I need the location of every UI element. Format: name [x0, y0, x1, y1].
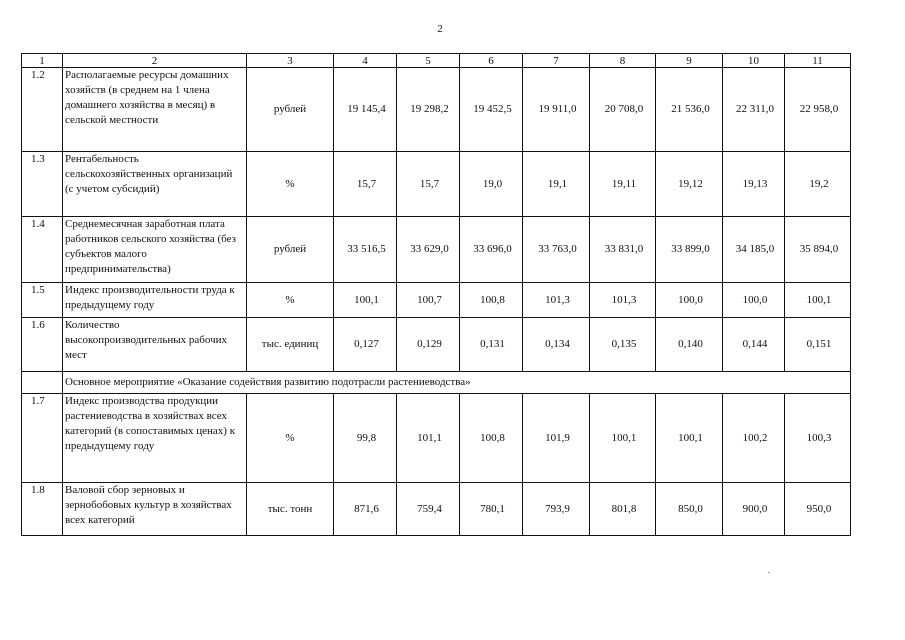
value-cell: 33 516,5 — [334, 217, 397, 283]
row-code: 1.3 — [22, 152, 63, 217]
value-cell: 100,8 — [460, 394, 523, 483]
value-cell: 100,0 — [723, 283, 785, 318]
value-cell: 900,0 — [723, 483, 785, 536]
value-cell: 801,8 — [590, 483, 656, 536]
column-number: 7 — [523, 54, 590, 68]
row-code: 1.6 — [22, 318, 63, 372]
indicator-name: Валовой сбор зерновых и зернобобовых культур в хозяйствах всех категорий — [63, 483, 247, 536]
value-cell: 0,127 — [334, 318, 397, 372]
value-cell: 19,12 — [656, 152, 723, 217]
indicator-name: Среднемесячная заработная плата работников сельского хозяйства (без субъектов малого предпринимательства) — [63, 217, 247, 283]
value-cell: 101,3 — [523, 283, 590, 318]
value-cell: 950,0 — [785, 483, 851, 536]
unit: тыс. единиц — [247, 318, 334, 372]
value-cell: 100,3 — [785, 394, 851, 483]
column-number: 9 — [656, 54, 723, 68]
value-cell: 0,140 — [656, 318, 723, 372]
value-cell: 19,13 — [723, 152, 785, 217]
column-number: 11 — [785, 54, 851, 68]
row-code: 1.5 — [22, 283, 63, 318]
value-cell: 34 185,0 — [723, 217, 785, 283]
table-row — [22, 394, 851, 483]
table-row — [22, 318, 851, 372]
column-number: 4 — [334, 54, 397, 68]
value-cell: 19,2 — [785, 152, 851, 217]
scan-speck — [768, 572, 770, 573]
value-cell: 33 899,0 — [656, 217, 723, 283]
unit: % — [247, 394, 334, 483]
column-number: 1 — [22, 54, 63, 68]
indicator-name: Рентабельность сельскохозяйственных организаций (с учетом субсидий) — [63, 152, 247, 217]
row-code: 1.8 — [22, 483, 63, 536]
value-cell: 19 145,4 — [334, 68, 397, 152]
table-row — [22, 283, 851, 318]
value-cell: 0,151 — [785, 318, 851, 372]
column-number: 6 — [460, 54, 523, 68]
unit: % — [247, 152, 334, 217]
indicator-name: Индекс производительности труда к предыдущему году — [63, 283, 247, 318]
value-cell: 100,1 — [590, 394, 656, 483]
unit: тыс. тонн — [247, 483, 334, 536]
value-cell: 22 958,0 — [785, 68, 851, 152]
value-cell: 99,8 — [334, 394, 397, 483]
column-number: 3 — [247, 54, 334, 68]
value-cell: 100,0 — [656, 283, 723, 318]
value-cell: 850,0 — [656, 483, 723, 536]
row-code: 1.4 — [22, 217, 63, 283]
unit: рублей — [247, 68, 334, 152]
value-cell: 22 311,0 — [723, 68, 785, 152]
value-cell: 35 894,0 — [785, 217, 851, 283]
section-code-cell — [22, 372, 63, 394]
value-cell: 0,134 — [523, 318, 590, 372]
value-cell: 0,135 — [590, 318, 656, 372]
table-row — [22, 152, 851, 217]
value-cell: 19,0 — [460, 152, 523, 217]
value-cell: 19,11 — [590, 152, 656, 217]
value-cell: 0,129 — [397, 318, 460, 372]
value-cell: 101,3 — [590, 283, 656, 318]
row-code: 1.7 — [22, 394, 63, 483]
value-cell: 15,7 — [334, 152, 397, 217]
value-cell: 19,1 — [523, 152, 590, 217]
table-row — [22, 68, 851, 152]
indicator-name: Количество высокопроизводительных рабочих мест — [63, 318, 247, 372]
value-cell: 100,1 — [334, 283, 397, 318]
value-cell: 20 708,0 — [590, 68, 656, 152]
value-cell: 101,1 — [397, 394, 460, 483]
value-cell: 19 911,0 — [523, 68, 590, 152]
section-row — [22, 372, 851, 394]
value-cell: 871,6 — [334, 483, 397, 536]
row-code: 1.2 — [22, 68, 63, 152]
value-cell: 33 763,0 — [523, 217, 590, 283]
value-cell: 100,1 — [656, 394, 723, 483]
column-number: 5 — [397, 54, 460, 68]
value-cell: 759,4 — [397, 483, 460, 536]
unit: рублей — [247, 217, 334, 283]
unit: % — [247, 283, 334, 318]
page-number: 2 — [437, 23, 443, 35]
value-cell: 33 629,0 — [397, 217, 460, 283]
value-cell: 100,8 — [460, 283, 523, 318]
column-number-row — [22, 54, 851, 68]
value-cell: 19 298,2 — [397, 68, 460, 152]
value-cell: 33 696,0 — [460, 217, 523, 283]
value-cell: 793,9 — [523, 483, 590, 536]
column-number: 8 — [590, 54, 656, 68]
value-cell: 101,9 — [523, 394, 590, 483]
section-title: Основное мероприятие «Оказание содействия развитию подотрасли растениеводства» — [63, 372, 851, 394]
indicators-table — [21, 53, 851, 536]
value-cell: 0,131 — [460, 318, 523, 372]
indicator-name: Индекс производства продукции растениеводства в хозяйствах всех категорий (в сопоставимых ценах) к предыдущему году — [63, 394, 247, 483]
value-cell: 19 452,5 — [460, 68, 523, 152]
value-cell: 780,1 — [460, 483, 523, 536]
value-cell: 100,7 — [397, 283, 460, 318]
column-number: 2 — [63, 54, 247, 68]
indicator-name: Располагаемые ресурсы домашних хозяйств (в среднем на 1 члена домашнего хозяйства в месяц) в сельской местности — [63, 68, 247, 152]
value-cell: 100,2 — [723, 394, 785, 483]
value-cell: 0,144 — [723, 318, 785, 372]
table-row — [22, 217, 851, 283]
value-cell: 21 536,0 — [656, 68, 723, 152]
table-row — [22, 483, 851, 536]
value-cell: 15,7 — [397, 152, 460, 217]
value-cell: 100,1 — [785, 283, 851, 318]
column-number: 10 — [723, 54, 785, 68]
value-cell: 33 831,0 — [590, 217, 656, 283]
